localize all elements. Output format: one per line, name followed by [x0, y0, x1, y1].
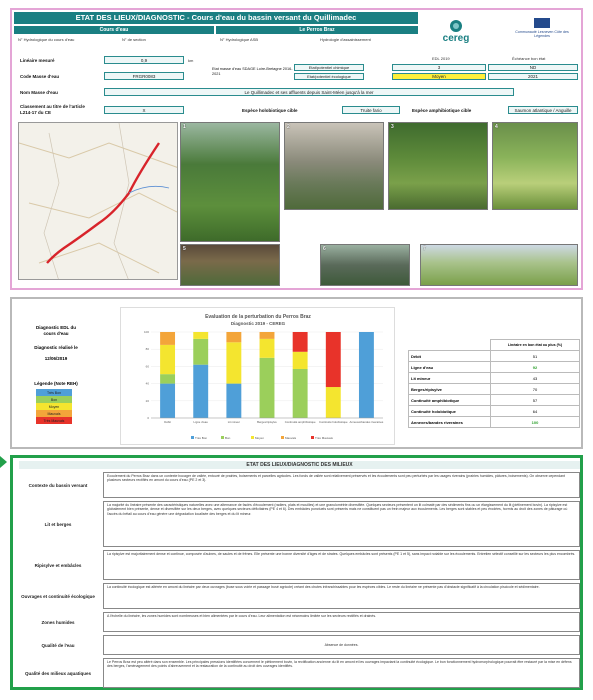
y-tick-label: 0	[147, 416, 149, 420]
diagnostic-date: 12/06/2019	[44, 356, 68, 361]
summary-table	[408, 339, 580, 428]
photo-number: 5	[183, 246, 186, 252]
state-label: Etat masse d'eau SDAGE Loire-Bretagne 2016-2021	[212, 67, 293, 76]
notes-row	[19, 550, 580, 580]
chem-deadline: ND	[488, 64, 578, 71]
col-deadline: Échéance bon état	[512, 56, 546, 61]
class-value: X	[104, 106, 184, 114]
photo-number: 2	[287, 124, 290, 130]
bar-segment	[160, 384, 175, 418]
notes-row-text: Ecoulement du Perros Braz dans un contexte bocager de vallée, entouré de prairies, boisements et parcelles agricoles. Les fonds de vallée sont relativement préservés et les écoulements sont peu perturbés par les usages riverains (prairies humides, pâtures, boisements). On observe cependant plusieurs secteurs rectifiés en amont du cours d'eau (PE 2 et 3).	[103, 472, 580, 498]
class-label: Classement au titre de l'article L214-17 du CE	[20, 104, 85, 115]
photo-1	[180, 122, 280, 242]
notes-row-text: Absence de données.	[103, 635, 580, 655]
bar-segment	[260, 358, 275, 418]
bar-segment	[193, 339, 208, 365]
sub-right-1: N° Hydrologique ASB	[220, 37, 259, 42]
summary-row	[409, 362, 580, 373]
chart-legend-label: Moyen	[255, 436, 265, 440]
bar-segment	[160, 332, 175, 345]
summary-row-value: 70	[491, 384, 580, 395]
photo-number: 4	[495, 124, 498, 130]
chart-legend-label: Mauvais	[285, 436, 297, 440]
notes-row-label: Contexte du bassin versant	[28, 482, 88, 488]
notes-row-text: Le Perros Braz est peu altéré dans son ensemble. Les principales pressions identifiées concernent le piétinement bovin, la rectification ancienne du lit en amont et les ouvrages impactant la continuité écologique. Le bon fonctionnement hydromorphologique pourrait être restauré par la mise en défens des berges, l'aménagement des points d'abreuvement et la restauration de la continuité au droit des ouvrages identifiés.	[103, 658, 580, 688]
bar-segment	[260, 332, 275, 339]
photo-6	[320, 244, 410, 286]
summary-row-value: 64	[491, 406, 580, 417]
x-tick-label: Débit	[164, 420, 171, 424]
legend-item: Très Mauvais	[36, 417, 72, 424]
amphi-value: Saumon atlantique / Anguille	[508, 106, 578, 114]
diagnostic-line2: Diagnostic réalisé le	[34, 345, 78, 350]
summary-row-label: Continuité holobiotique	[409, 406, 491, 417]
summary-row-label: Annexes/bandes riveraines	[409, 417, 491, 428]
notes-row-label: Ouvrages et continuité écologique	[21, 593, 95, 599]
bar-segment	[326, 332, 341, 387]
chart-legend-swatch	[191, 436, 194, 439]
photo-3	[388, 122, 488, 210]
notes-row-text: La continuité écologique est altérée en amont du linéaire par deux ouvrages (buse sous voirie et passage busé agricole) créant des chutes infranchissables pour les espèces cibles. Le reste du linéaire ne présente pas d'obstacle significatif à la circulation piscicole et sédimentaire.	[103, 583, 580, 609]
y-tick-label: 80	[145, 347, 149, 352]
cours-eau-name: Le Perros Braz	[216, 26, 418, 34]
y-tick-label: 20	[145, 398, 149, 403]
chart-legend-swatch	[221, 436, 224, 439]
unit-suffix: km	[188, 58, 194, 63]
chart-legend-label: Très Mauvais	[315, 436, 333, 440]
notes-row	[19, 612, 580, 632]
summary-row	[409, 384, 580, 395]
chem-label: Etat/potentiel chimique	[294, 64, 364, 71]
photo-7	[420, 244, 578, 286]
photo-2	[284, 122, 384, 210]
notes-row-label: Ripisylve et embâcles	[34, 562, 82, 568]
bar-segment	[226, 342, 241, 383]
photo-number: 3	[391, 124, 394, 130]
holo-label: Espèce holobiotique cible	[242, 108, 298, 113]
bar-segment	[226, 384, 241, 418]
bar-segment	[193, 332, 208, 339]
summary-row-value: 43	[491, 373, 580, 384]
code-value: FRGR0083	[104, 72, 184, 80]
notes-row	[19, 583, 580, 609]
notes-row-text: A l'échelle du linéaire, les zones humides sont nombreuses et bien alimentées par le cours d'eau. Leur alimentation est néanmoins limitée sur les secteurs rectifiés et drainés.	[103, 612, 580, 632]
summary-row-value: 100	[491, 417, 580, 428]
legend-item: Bon	[36, 396, 72, 403]
x-tick-label: Ligne d'eau	[193, 420, 208, 424]
chart-frame	[120, 307, 395, 445]
summary-row	[409, 406, 580, 417]
notes-row-text: La majorité du linéaire présente des caractéristiques naturelles avec une alternance de faciès d'écoulement (radiers, plats et mouilles) et une granulométrie diversifiée. Quelques secteurs présentent un lit colmaté par des sédiments fins ou un élargissement du lit (piétinement bovin). La ripisylve est globalement bien présente, dense et diversifiée sur les deux berges, avec quelques secteurs déficitaires (PE 4 et 6). Des embâcles ponctuels sont présents mais ne constituent pas un frein majeur aux écoulements. Les berges sont stables et peu érodées, hormis au droit des zones de pâturage où l'accès du bétail au cours d'eau génère une dégradation localisée des berges et du lit mineur.	[103, 501, 580, 547]
y-tick-label: 40	[145, 381, 149, 386]
bar-segment	[193, 365, 208, 418]
bar-segment	[226, 332, 241, 342]
cereg-logo	[426, 16, 486, 48]
legend-item: Moyen	[36, 403, 72, 410]
x-tick-label: Continuité holobiotique	[319, 420, 348, 424]
notes-row	[19, 472, 580, 498]
legend-title: Légende (Note REH)	[34, 381, 78, 386]
eco-deadline: 2021	[488, 73, 578, 80]
legend-item: Mauvais	[36, 410, 72, 417]
holo-value: Truite fario	[342, 106, 400, 114]
notes-panel	[10, 455, 583, 690]
legend-item: Très Bon	[36, 389, 72, 396]
partner-logo-text: Communauté Lesneven Côte des Légendes	[515, 30, 569, 39]
unit-value: 0,9	[104, 56, 184, 64]
identity-panel	[10, 8, 583, 290]
partner-logo	[512, 18, 572, 48]
notes-row-label: Zones humides	[41, 619, 75, 625]
chart-legend-label: Très Bon	[195, 436, 208, 440]
cours-eau-label: Cours d'eau	[14, 26, 214, 34]
bar-segment	[293, 352, 308, 369]
location-map	[18, 122, 178, 280]
summary-row-label: Lit mineur	[409, 373, 491, 384]
summary-row	[409, 395, 580, 406]
summary-row-value: 51	[491, 351, 580, 362]
summary-row-label: Berges/ripisylve	[409, 384, 491, 395]
chart-title: Evaluation de la perturbation du Perros Braz	[205, 314, 311, 320]
diagnostic-line1: Diagnostic EDL du cours d'eau	[36, 325, 76, 336]
arrow-indicator	[0, 456, 7, 468]
x-tick-label: Berges/ripisylve	[257, 420, 277, 424]
x-tick-label: Annexes/bandes riveraines	[349, 420, 384, 424]
summary-row-label: Ligne d'eau	[409, 362, 491, 373]
photo-number: 7	[423, 246, 426, 252]
summary-row-label: Continuité amphibiotique	[409, 395, 491, 406]
sub-right-2: Hydrologie d'assainissement	[320, 37, 371, 42]
x-tick-label: Continuité amphibiotique	[284, 420, 316, 424]
amphi-label: Espèce amphibiotique cible	[412, 108, 472, 113]
photo-5	[180, 244, 280, 286]
bar-segment	[359, 332, 374, 418]
summary-row-label: Débit	[409, 351, 491, 362]
photo-number: 1	[183, 124, 186, 130]
chart-legend-label: Bon	[225, 436, 231, 440]
notes-row-label: Qualité des milieux aquatiques	[24, 670, 92, 676]
bar-segment	[326, 387, 341, 418]
sub-left-1: N° Hydrologique du cours d'eau	[18, 37, 75, 42]
summary-row	[409, 417, 580, 428]
notes-row	[19, 658, 580, 688]
name-value: Le Quillimadec et ses affluents depuis Saint-Méen jusqu'à la mer	[104, 88, 514, 96]
sub-left-2: N° de section	[122, 37, 146, 42]
y-tick-label: 60	[145, 364, 149, 369]
diagnostic-panel	[10, 297, 583, 449]
col-year: EDL 2019	[432, 56, 450, 61]
eco-value: Moyen	[392, 73, 486, 80]
chem-value: 3	[392, 64, 486, 71]
summary-row	[409, 351, 580, 362]
bar-segment	[160, 374, 175, 383]
notes-row	[19, 635, 580, 655]
page-title: ETAT DES LIEUX/DIAGNOSTIC - Cours d'eau du bassin versant du Quillimadec	[14, 12, 418, 24]
summary-row-value: 92	[491, 362, 580, 373]
cereg-logo-text: cereg	[442, 33, 470, 44]
code-label: Code Masse d'eau	[20, 74, 60, 79]
bar-segment	[293, 369, 308, 418]
chart-legend-swatch	[311, 436, 314, 439]
partner-logo-mark	[534, 18, 550, 28]
summary-row-value: 57	[491, 395, 580, 406]
y-tick-label: 100	[143, 330, 149, 334]
summary-header: Linéaire en bon état ou plus (%)	[491, 340, 580, 351]
notes-title: ETAT DES LIEUX/DIAGNOSTIC DES MILIEUX	[19, 461, 580, 469]
x-tick-label: Lit mineur	[227, 420, 240, 424]
notes-row	[19, 501, 580, 547]
notes-row-label: Lit et berges	[44, 521, 72, 527]
notes-row-text: La ripisylve est majoritairement dense et continue, composée d'aulnes, de saules et de frênes. Elle présente une bonne diversité d'âges et de strates. Quelques embâcles sont présents (PE 1 et 5), sans impact notable sur les écoulements. Entretien sélectif conseillé sur les secteurs les plus encombrés.	[103, 550, 580, 580]
chart-legend-swatch	[251, 436, 254, 439]
name-label: Nom Masse d'eau	[20, 90, 58, 95]
chart-subtitle: Diagnostic 2019 - CEREG	[230, 321, 286, 326]
bar-segment	[293, 332, 308, 352]
eco-label: Etat/potentiel écologique	[294, 73, 364, 80]
bar-segment	[160, 345, 175, 374]
photo-number: 6	[323, 246, 326, 252]
notes-row-label: Qualité de l'eau	[41, 642, 75, 648]
chart-legend-swatch	[281, 436, 284, 439]
photo-4	[492, 122, 578, 210]
unit-label: Linéaire mesuré	[20, 58, 55, 63]
bar-segment	[260, 339, 275, 358]
summary-row	[409, 373, 580, 384]
perturbation-chart	[121, 308, 396, 446]
